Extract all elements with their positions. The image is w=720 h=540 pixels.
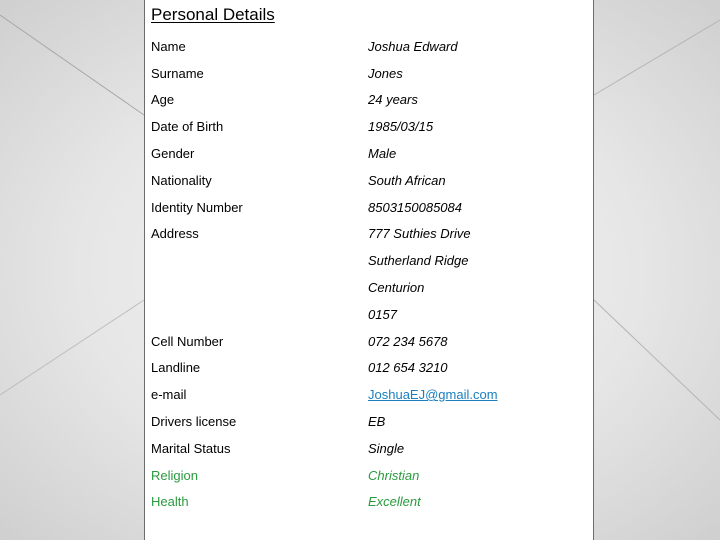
label-nationality: Nationality xyxy=(151,173,212,188)
personal-details-document xyxy=(144,0,594,540)
label-drivers-license: Drivers license xyxy=(151,414,237,429)
value-name: Joshua Edward xyxy=(368,39,458,54)
value-health: Excellent xyxy=(368,494,421,509)
value-gender: Male xyxy=(368,146,397,161)
value-cell-number: 072 234 5678 xyxy=(368,334,448,349)
value-age: 24 years xyxy=(368,92,418,107)
value-drivers-license: EB xyxy=(368,414,386,429)
label-religion: Religion xyxy=(151,468,198,483)
value-address-line-4: 0157 xyxy=(368,307,397,322)
email-link[interactable]: JoshuaEJ@gmail.com xyxy=(368,387,498,402)
value-identity-number: 8503150085084 xyxy=(368,200,462,215)
value-marital-status: Single xyxy=(368,441,405,456)
value-surname: Jones xyxy=(368,66,403,81)
label-surname: Surname xyxy=(151,66,204,81)
page-title: Personal Details xyxy=(151,5,275,24)
label-gender: Gender xyxy=(151,146,195,161)
value-address-line-1: 777 Suthies Drive xyxy=(368,226,471,241)
value-landline: 012 654 3210 xyxy=(368,360,448,375)
value-address-line-2: Sutherland Ridge xyxy=(368,253,469,268)
label-date-of-birth: Date of Birth xyxy=(151,119,224,134)
label-identity-number: Identity Number xyxy=(151,200,243,215)
label-age: Age xyxy=(151,92,175,107)
value-religion: Christian xyxy=(368,468,420,483)
label-health: Health xyxy=(151,494,189,509)
value-date-of-birth: 1985/03/15 xyxy=(368,119,434,134)
label-landline: Landline xyxy=(151,360,201,375)
label-address: Address xyxy=(151,226,199,241)
label-cell-number: Cell Number xyxy=(151,334,224,349)
value-address-line-3: Centurion xyxy=(368,280,425,295)
label-email: e-mail xyxy=(151,387,187,402)
label-marital-status: Marital Status xyxy=(151,441,231,456)
value-nationality: South African xyxy=(368,173,446,188)
label-name: Name xyxy=(151,39,186,54)
